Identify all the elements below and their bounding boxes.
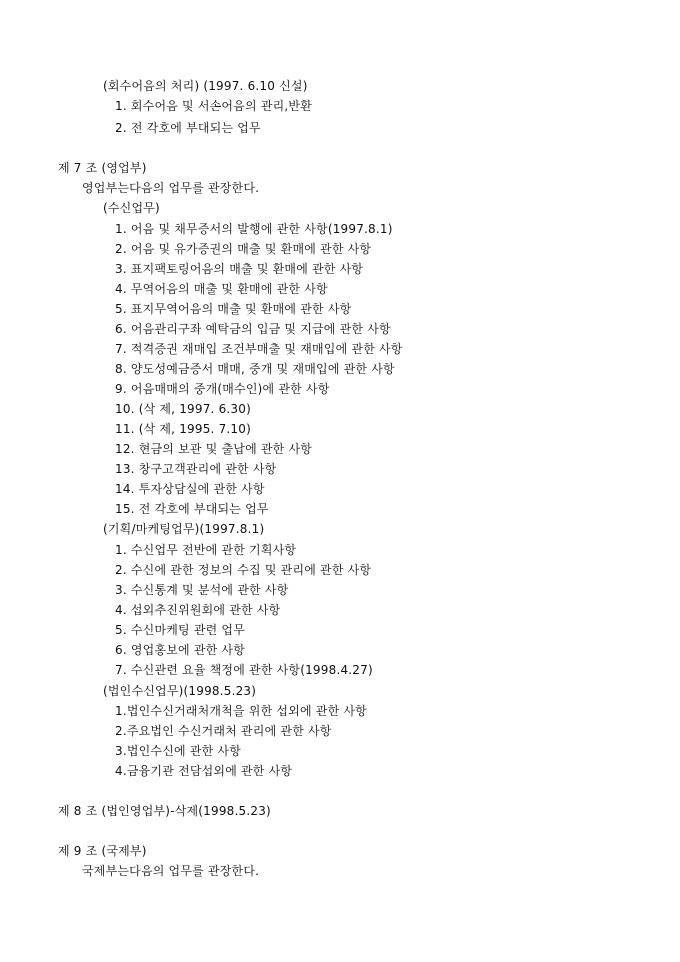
list-item: 1. 회수어음 및 서손어음의 관리,반환 [115,99,313,113]
article-title: 제 7 조 (영업부) [58,161,147,175]
list-item: 11. (삭 제, 1995. 7.10) [115,422,251,436]
list-item: 4. 섭외추진위원회에 관한 사항 [115,603,281,617]
list-item: 14. 투자상담실에 관한 사항 [115,482,265,496]
list-item: 5. 표지무역어음의 매출 및 환매에 관한 사항 [115,302,352,316]
list-item: 12. 현금의 보관 및 출납에 관한 사항 [115,442,313,456]
section-heading: (법인수신업무)(1998.5.23) [103,684,257,698]
list-item: 3. 표지팩토링어음의 매출 및 환매에 관한 사항 [115,262,364,276]
list-item: 13. 창구고객관리에 관한 사항 [115,462,277,476]
list-item: 7. 적격증권 재매입 조건부매출 및 재매입에 관한 사항 [115,342,403,356]
list-item: 8. 양도성예금증서 매매, 중개 및 재매입에 관한 사항 [115,362,395,376]
list-item: 2. 어음 및 유가증권의 매출 및 환매에 관한 사항 [115,242,372,256]
list-item: 2. 수신에 관한 정보의 수집 및 관리에 관한 사항 [115,563,372,577]
section-heading: (기획/마케팅업무)(1997.8.1) [103,522,265,536]
list-item: 3. 수신통계 및 분석에 관한 사항 [115,583,289,597]
section-heading: (수신업무) [103,201,160,215]
list-item: 6. 영업홍보에 관한 사항 [115,643,246,657]
list-item: 6. 어음관리구좌 예탁금의 입금 및 지급에 관한 사항 [115,322,391,336]
section-heading: (회수어음의 처리) (1997. 6.10 신설) [103,79,308,93]
list-item: 3.법인수신에 관한 사항 [115,744,242,758]
article-intro: 영업부는다음의 업무를 관장한다. [82,181,260,195]
article-title: 제 9 조 (국제부) [58,844,147,858]
list-item: 4.금융기관 전담섭외에 관한 사항 [115,764,293,778]
list-item: 7. 수신관련 요율 책정에 관한 사항(1998.4.27) [115,663,373,677]
article-intro: 국제부는다음의 업무를 관장한다. [82,864,260,878]
list-item: 2. 전 각호에 부대되는 업무 [115,121,261,135]
list-item: 10. (삭 제, 1997. 6.30) [115,402,251,416]
list-item: 1.법인수신거래처개척을 위한 섭외에 관한 사항 [115,704,367,718]
list-item: 9. 어음매매의 중개(매수인)에 관한 사항 [115,382,330,396]
article-title: 제 8 조 (법인영업부)-삭제(1998.5.23) [58,804,271,818]
list-item: 1. 어음 및 채무증서의 발행에 관한 사항(1997.8.1) [115,222,393,236]
list-item: 5. 수신마케팅 관련 업무 [115,623,246,637]
list-item: 4. 무역어음의 매출 및 환매에 관한 사항 [115,282,328,296]
list-item: 2.주요법인 수신거래처 관리에 관한 사항 [115,724,332,738]
list-item: 15. 전 각호에 부대되는 업무 [115,502,269,516]
list-item: 1. 수신업무 전반에 관한 기획사항 [115,543,297,557]
